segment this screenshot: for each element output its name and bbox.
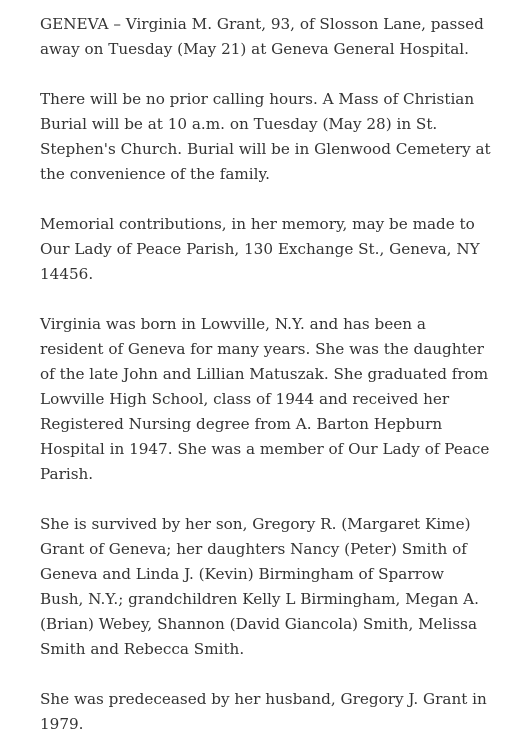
paragraph-predeceased: She was predeceased by her husband, Gregory J. Grant in 1979. bbox=[40, 690, 487, 733]
paragraph-memorial-contributions: Memorial contributions, in her memory, may be made to Our Lady of Peace Parish, 130 Exchange St., Geneva, NY 14456. bbox=[40, 215, 480, 283]
paragraph-death-notice: GENEVA – Virginia M. Grant, 93, of Slosson Lane, passed away on Tuesday (May 21) at Geneva General Hospital. bbox=[40, 15, 484, 58]
paragraph-biography: Virginia was born in Lowville, N.Y. and has been a resident of Geneva for many years. She was the daughter of the late John and Lillian Matuszak. She graduated from Lowville High School, class of 1944 and received her Registered Nursing degree from A. Barton Hepburn Hospital in 1947. She was a member of Our Lady of Peace Parish. bbox=[40, 315, 490, 483]
obituary-article bbox=[40, 12, 492, 737]
paragraph-survivors: She is survived by her son, Gregory R. (Margaret Kime) Grant of Geneva; her daughters Nancy (Peter) Smith of Geneva and Linda J. (Kevin) Birmingham of Sparrow Bush, N.Y.; grandchildren Kelly L Birmingham, Megan A. (Brian) Webey, Shannon (David Giancola) Smith, Melissa Smith and Rebecca Smith. bbox=[40, 515, 479, 658]
paragraph-services: There will be no prior calling hours. A Mass of Christian Burial will be at 10 a.m. on Tuesday (May 28) in St. Stephen's Church. Burial will be in Glenwood Cemetery at the convenience of the family. bbox=[40, 90, 491, 183]
